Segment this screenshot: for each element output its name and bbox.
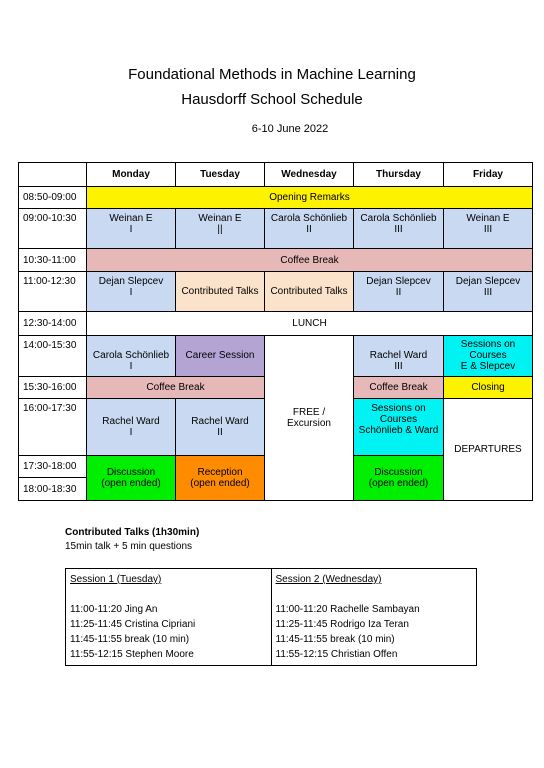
talk-line: 11:55-12:15 Christian Offen (275, 649, 398, 660)
speaker-name: Dejan Slepcev (455, 275, 521, 287)
contributed-talks-subheading: 15min talk + 5 min questions (65, 541, 193, 552)
course-session-cell (444, 335, 533, 376)
table-row (19, 249, 533, 272)
lunch-cell: LUNCH (87, 311, 533, 335)
talk-line: 11:25-11:45 Rodrigo Iza Teran (275, 619, 409, 630)
session-2-title: Session 2 (Wednesday) (275, 574, 382, 585)
closing-cell: Closing (444, 376, 533, 399)
speaker-name: Rachel Ward (369, 349, 428, 361)
lecture-number: I (129, 286, 133, 298)
day-header: Thursday (354, 163, 444, 187)
time-slot: 14:00-15:30 (19, 335, 87, 376)
table-row (19, 271, 533, 311)
time-slot: 08:50-09:00 (19, 186, 87, 209)
session-cell (87, 209, 176, 249)
lecture-number: III (483, 286, 493, 298)
talk-line: 11:00-11:20 Rachelle Sambayan (275, 604, 420, 615)
session-cell (265, 209, 354, 249)
speaker-name: Carola Schönlieb (92, 349, 170, 361)
time-slot: 17:30-18:00 (19, 455, 87, 478)
table-row (66, 569, 477, 666)
time-slot: 12:30-14:00 (19, 311, 87, 335)
day-header: Tuesday (176, 163, 265, 187)
speaker-name: Weinan E (198, 213, 242, 225)
time-slot: 15:30-16:00 (19, 376, 87, 399)
lecture-number: || (217, 224, 223, 236)
lecture-number: II (306, 224, 312, 236)
coffee-break-cell: Coffee Break (87, 376, 265, 399)
session-cell (87, 335, 176, 376)
course-session-line: Courses (469, 350, 507, 362)
lecture-number: III (483, 224, 493, 236)
course-session-line: E & Slepcev (460, 361, 516, 373)
table-row (19, 335, 533, 376)
speaker-name: Rachel Ward (102, 416, 160, 427)
speaker-name: Carola Schönlieb (270, 213, 348, 225)
schedule-table (18, 162, 533, 501)
talk-line: 11:00-11:20 Jing An (70, 604, 158, 615)
event-dates: 6-10 June 2022 (251, 123, 329, 135)
session-cell (444, 209, 533, 249)
lecture-number: I (129, 427, 133, 438)
session-cell (176, 399, 265, 456)
session-cell (176, 209, 265, 249)
speaker-name: Carola Schönlieb (360, 213, 437, 225)
open-ended-label: (open ended) (368, 477, 429, 489)
time-slot: 18:00-18:30 (19, 478, 87, 501)
reception-cell (176, 455, 265, 500)
day-header: Monday (87, 163, 176, 187)
table-row (19, 311, 533, 335)
discussion-label: Discussion (374, 466, 423, 478)
session-cell (354, 335, 444, 376)
table-row (19, 209, 533, 249)
session-cell (354, 271, 444, 311)
talk-line: 11:45-11:55 break (10 min) (275, 634, 395, 645)
lecture-number: I (129, 224, 133, 236)
day-header: Friday (444, 163, 533, 187)
table-header-row (19, 163, 533, 187)
session-cell (354, 209, 444, 249)
opening-remarks-cell: Opening Remarks (87, 186, 533, 209)
talk-line: 11:45-11:55 break (10 min) (70, 634, 190, 645)
speaker-name: Weinan E (466, 213, 510, 225)
document-title: Foundational Methods in Machine Learning (128, 66, 416, 83)
session-1-title: Session 1 (Tuesday) (70, 574, 162, 585)
speaker-name: Rachel Ward (191, 416, 249, 427)
course-session-line: Courses (379, 414, 418, 426)
session-1-cell (66, 569, 272, 666)
course-session-line: Sessions on (460, 339, 516, 351)
contributed-talks-cell: Contributed Talks (265, 271, 354, 311)
excursion-label: Excursion (287, 417, 331, 429)
session-2-cell (271, 569, 477, 666)
session-cell (87, 271, 176, 311)
session-cell (87, 399, 176, 456)
course-session-cell (354, 399, 444, 456)
discussion-label: Discussion (106, 466, 156, 478)
coffee-break-cell: Coffee Break (354, 376, 444, 399)
lecture-number: II (217, 427, 223, 438)
speaker-name: Dejan Slepcev (98, 275, 164, 287)
session-cell (444, 271, 533, 311)
free-label: FREE / (292, 406, 326, 418)
time-slot: 09:00-10:30 (19, 209, 87, 249)
contributed-talks-heading: Contributed Talks (1h30min) (65, 527, 200, 538)
open-ended-label: (open ended) (101, 477, 161, 489)
lecture-number: II (395, 286, 402, 298)
discussion-cell (354, 455, 444, 500)
speaker-name: Dejan Slepcev (366, 275, 431, 287)
free-excursion-cell (265, 335, 354, 500)
open-ended-label: (open ended) (190, 477, 250, 489)
document-subtitle: Hausdorff School Schedule (181, 91, 363, 108)
course-session-line: Sessions on (371, 403, 426, 415)
lecture-number: I (129, 360, 133, 372)
talk-line: 11:55-12:15 Stephen Moore (70, 649, 194, 660)
contributed-talks-cell: Contributed Talks (176, 271, 265, 311)
lecture-number: III (394, 224, 403, 236)
time-slot: 11:00-12:30 (19, 271, 87, 311)
discussion-cell (87, 455, 176, 500)
speaker-name: Weinan E (109, 213, 153, 225)
table-row (19, 186, 533, 209)
time-slot: 16:00-17:30 (19, 399, 87, 456)
reception-label: Reception (197, 466, 243, 478)
talk-line: 11:25-11:45 Cristina Cipriani (70, 619, 196, 630)
lecture-number: III (394, 360, 403, 372)
sessions-table (65, 568, 477, 666)
career-session-cell: Career Session (176, 335, 265, 376)
course-session-line: Schönlieb & Ward (358, 425, 439, 437)
departures-cell: DEPARTURES (444, 399, 533, 501)
coffee-break-cell: Coffee Break (87, 249, 533, 272)
header-corner (19, 163, 87, 187)
day-header: Wednesday (265, 163, 354, 187)
time-slot: 10:30-11:00 (19, 249, 87, 272)
